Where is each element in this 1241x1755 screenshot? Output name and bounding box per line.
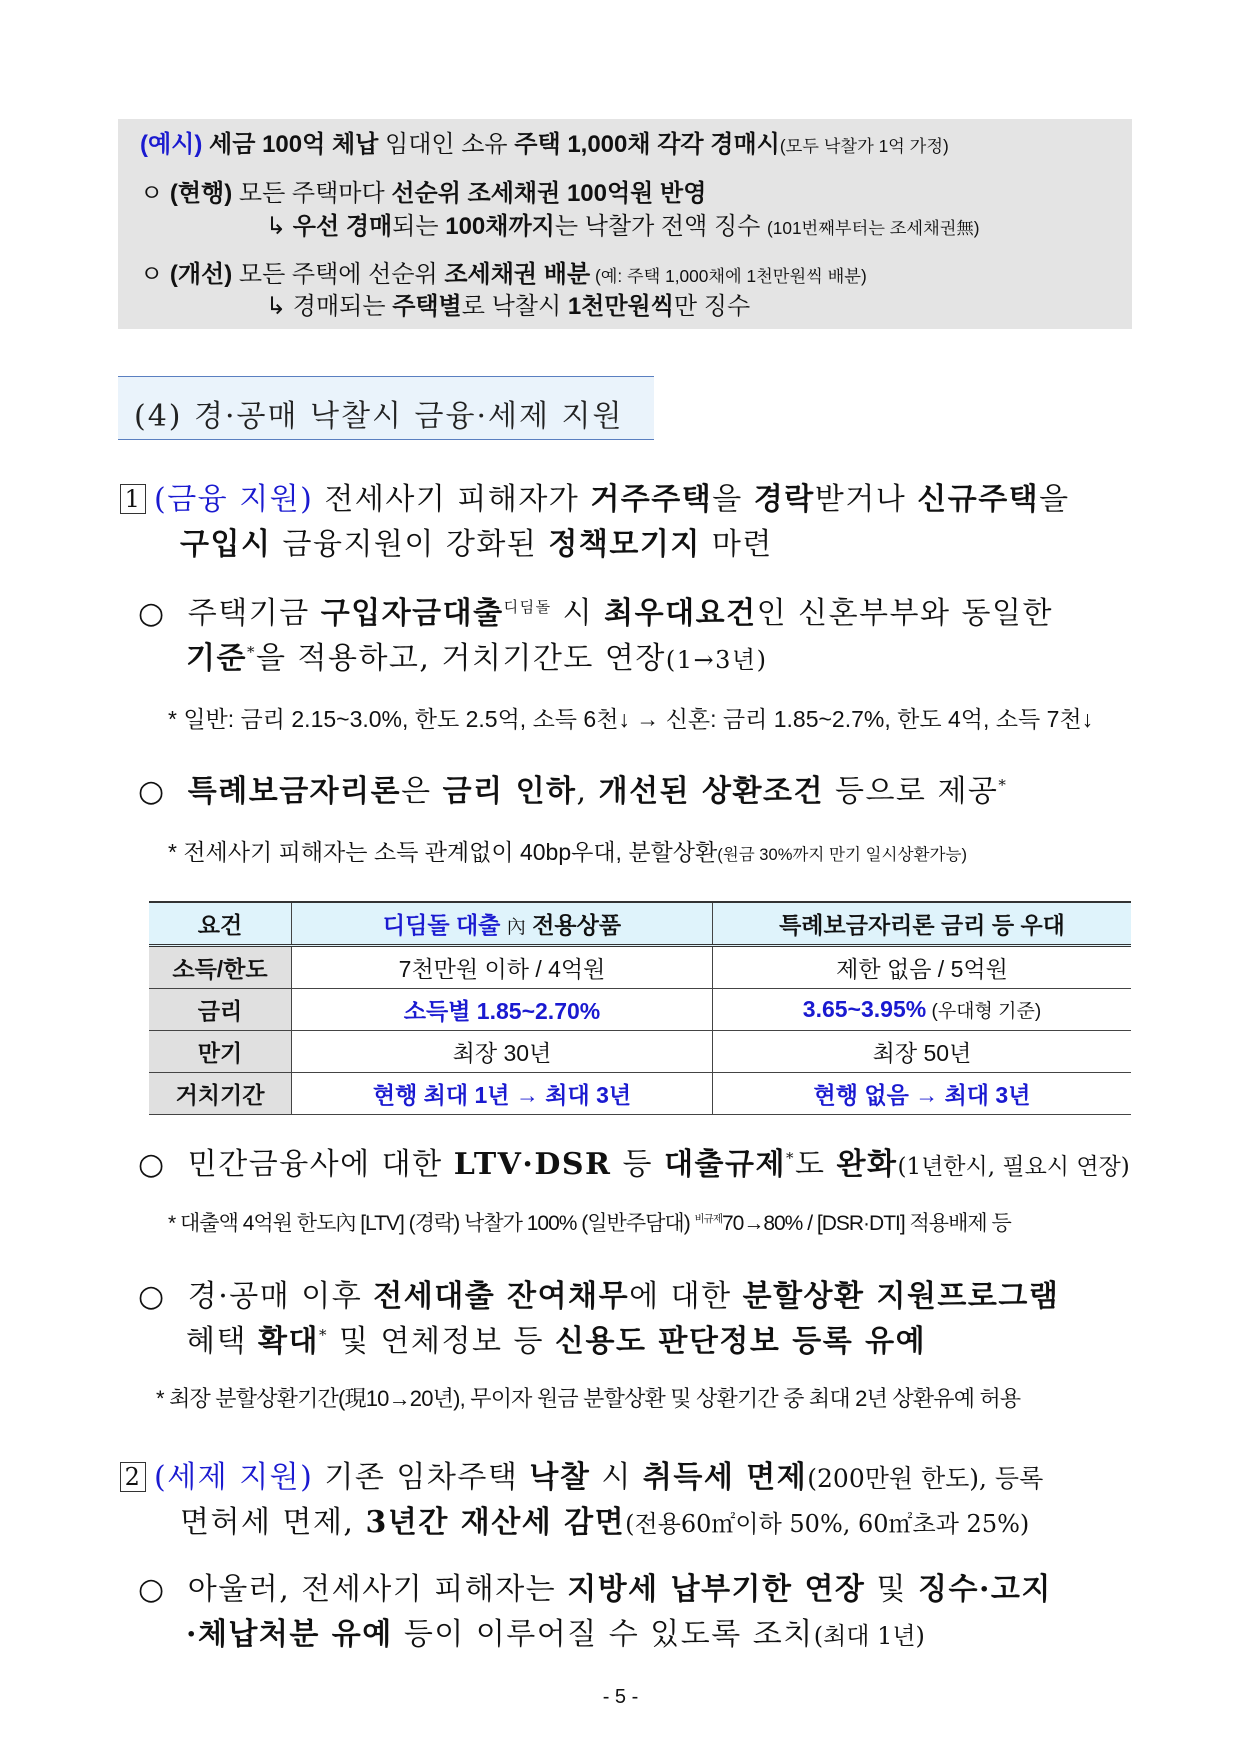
text: 우선 경매 <box>292 213 393 240</box>
bullet: ○ <box>138 774 166 809</box>
text: 확대 <box>258 1324 319 1359</box>
text: 신용도 판단정보 등록 유예 <box>555 1324 927 1359</box>
table-row <box>149 989 1131 1031</box>
text: * 전세사기 피해자는 소득 관계없이 40bp우대, 분할상환 <box>168 839 718 865</box>
text: 정책모기지 <box>548 527 701 562</box>
text: (우대형 기준) <box>926 1001 1042 1022</box>
text: 구입시 <box>180 527 272 562</box>
text: 모든 주택마다 <box>232 180 392 207</box>
header-cell: 요건 <box>149 902 292 946</box>
text: 면허세 면제, <box>180 1505 366 1540</box>
text: 주택기금 <box>187 596 321 631</box>
text: (금융 지원) <box>154 482 314 517</box>
text: LTV·DSR <box>453 1147 612 1182</box>
superscript: * <box>998 776 1008 794</box>
text: 조세채권 배분 <box>444 261 591 288</box>
table-cell: 7천만원 이하 / 4억원 <box>292 946 713 989</box>
text: (최대 1년) <box>813 1622 925 1650</box>
table-row <box>149 1073 1131 1115</box>
b1-line2 <box>186 641 768 676</box>
text: (원금 30%까지 만기 일시상환가능) <box>717 845 967 864</box>
text: 경매되는 <box>292 293 393 320</box>
text: 징수·고지 <box>917 1572 1052 1607</box>
section-heading <box>118 376 654 440</box>
text: 취득세 면제 <box>642 1460 808 1495</box>
text: (개선) <box>169 261 233 288</box>
text: 시 <box>551 596 605 631</box>
text: 최우대요건 <box>604 596 757 631</box>
b2-note <box>168 841 967 864</box>
loan-comparison-table <box>149 901 1131 1115</box>
item-number: 2 <box>120 1462 146 1492</box>
b5-line2 <box>186 1617 925 1652</box>
text: 만 징수 <box>673 293 751 320</box>
text: (모두 낙찰가 1억 가정) <box>779 136 949 156</box>
text: 아울러, 전세사기 피해자는 <box>187 1572 568 1607</box>
table-cell: 현행 없음 → 최대 3년 <box>713 1073 1132 1115</box>
text: 3.65~3.95% <box>802 996 927 1022</box>
superscript: * <box>318 1326 328 1344</box>
superscript: * <box>246 643 256 661</box>
text: (현행) <box>169 180 233 207</box>
text: 신규주택 <box>917 482 1040 517</box>
text: 는 낙찰가 전액 징수 <box>554 213 767 240</box>
text: 시 <box>590 1460 643 1495</box>
bullet: ○ <box>138 1279 166 1314</box>
text: 기존 임차주택 <box>313 1460 530 1495</box>
example-improved <box>140 263 867 287</box>
text: 전용상품 <box>532 912 622 938</box>
text: 등으로 제공 <box>823 774 999 809</box>
text: 민간금융사에 대한 <box>187 1147 454 1182</box>
text: (1년한시, 필요시 연장) <box>897 1154 1130 1180</box>
text: 등이 이루어질 수 있도록 조치 <box>392 1617 814 1652</box>
text: 구입자금대출 <box>320 596 504 631</box>
text: 분할상환 지원프로그램 <box>742 1279 1060 1314</box>
b4-note: * 최장 분할상환기간(現10→20년), 무이자 원금 분할상환 및 상환기간 중 최대 2년 상환유예 허용 <box>156 1386 1021 1411</box>
text: 경락 <box>753 482 815 517</box>
text: 되는 <box>392 213 446 240</box>
text: 낙찰 <box>529 1460 591 1495</box>
item2-line2 <box>180 1505 1030 1540</box>
text: 디딤돌 대출 <box>382 912 501 938</box>
text: 마련 <box>700 527 773 562</box>
text: 특례보금자리론 <box>187 774 402 809</box>
text: 대출규제 <box>664 1147 786 1182</box>
text: 도 <box>794 1147 837 1182</box>
table-cell: 현행 최대 1년 → 최대 3년 <box>292 1073 713 1115</box>
bullet: ○ <box>138 1147 166 1182</box>
text: ·체납처분 유예 <box>186 1617 393 1652</box>
b2-line1 <box>138 774 1008 809</box>
header-cell <box>292 902 713 946</box>
text: 받거나 <box>814 482 918 517</box>
text: 등 <box>611 1147 665 1182</box>
table-cell: 제한 없음 / 5억원 <box>713 946 1132 989</box>
table-row <box>149 946 1131 989</box>
text: 임대인 소유 <box>378 131 515 158</box>
example-tag: (예시) <box>140 131 203 158</box>
bullet: ㅇ <box>140 180 164 207</box>
text: 모든 주택에 선순위 <box>232 261 445 288</box>
text: 세금 100억 체납 <box>209 131 379 158</box>
text: 을 <box>1039 482 1070 517</box>
table-cell: 최장 50년 <box>713 1031 1132 1073</box>
text: (세제 지원) <box>154 1460 314 1495</box>
text: 및 <box>865 1572 918 1607</box>
item-number: 1 <box>120 484 146 514</box>
text: 은 <box>401 774 443 809</box>
b4-line1 <box>138 1279 1060 1314</box>
text: 선순위 조세채권 100억원 반영 <box>391 180 707 207</box>
text: (전용60㎡이하 50%, 60㎡초과 25%) <box>625 1510 1030 1538</box>
bullet: ○ <box>138 596 166 631</box>
section-heading-text: (4) 경·공매 낙찰시 금융·세제 지원 <box>134 399 624 434</box>
text: 금리 인하 <box>442 774 577 809</box>
text: 거주주택 <box>590 482 713 517</box>
text: 개선된 상환조건 <box>598 774 824 809</box>
example-title <box>140 133 949 157</box>
item1-line2 <box>180 527 773 562</box>
header-cell: 특례보금자리론 금리 등 우대 <box>713 902 1132 946</box>
row-label: 거치기간 <box>149 1073 292 1115</box>
text: 전세사기 피해자가 <box>313 482 591 517</box>
item1-line1 <box>120 484 1070 515</box>
text: 금융지원이 강화된 <box>271 527 549 562</box>
table-cell <box>713 989 1132 1031</box>
text: (예: 주택 1,000채에 1천만원씩 배분) <box>590 266 867 286</box>
text: 주택 1,000채 각각 경매시 <box>514 131 780 158</box>
text: 을 <box>712 482 754 517</box>
table-header-row <box>149 902 1131 946</box>
example-current <box>140 182 706 206</box>
text: 기준 <box>186 641 247 676</box>
text: 70→80% / [DSR·DTI] 적용배제 등 <box>721 1212 1011 1235</box>
row-label: 금리 <box>149 989 292 1031</box>
text: 인 신혼부부와 동일한 <box>756 596 1053 631</box>
table-row <box>149 1031 1131 1073</box>
text: 및 연체정보 등 <box>327 1324 555 1359</box>
b3-note <box>168 1213 1011 1234</box>
text: 內 <box>506 917 526 938</box>
text: 로 낙찰시 <box>461 293 568 320</box>
text: 혜택 <box>186 1324 258 1359</box>
text: 1천만원씩 <box>567 293 674 320</box>
text: 에 대한 <box>629 1279 743 1314</box>
row-label: 만기 <box>149 1031 292 1073</box>
text: (200만원 한도), 등록 <box>807 1464 1044 1493</box>
superscript: * <box>785 1149 795 1167</box>
arrow-icon: ↳ <box>266 293 287 320</box>
b4-line2 <box>186 1324 927 1359</box>
page-number: - 5 - <box>602 1686 639 1708</box>
b1-note: * 일반: 금리 2.15~3.0%, 한도 2.5억, 소득 6천↓ → 신혼: 금리 1.85~2.7%, 한도 4억, 소득 7천↓ <box>168 706 1094 732</box>
text: 경·공매 이후 <box>187 1279 374 1314</box>
text: , <box>576 774 599 809</box>
text: 주택별 <box>392 293 462 320</box>
table-cell: 최장 30년 <box>292 1031 713 1073</box>
text: (101번째부터는 조세채권無) <box>767 218 980 238</box>
text: 지방세 납부기한 연장 <box>567 1572 866 1607</box>
text: 전세대출 잔여채무 <box>373 1279 630 1314</box>
example-current-sub <box>266 215 979 239</box>
bullet: ㅇ <box>140 261 164 288</box>
b1-line1 <box>138 596 1053 631</box>
b5-line1 <box>138 1572 1052 1607</box>
b3-line1 <box>138 1147 1130 1182</box>
example-improved-sub <box>266 295 750 319</box>
text: * 대출액 4억원 한도內 [LTV] (경락) 낙찰가 100% (일반주담대) <box>168 1212 695 1235</box>
text: 완화 <box>836 1147 898 1182</box>
arrow-icon: ↳ <box>266 213 287 240</box>
text: 100채까지 <box>445 213 555 240</box>
row-label: 소득/한도 <box>149 946 292 989</box>
table-cell: 소득별 1.85~2.70% <box>292 989 713 1031</box>
superscript: 비규제 <box>694 1213 722 1225</box>
superscript: 디딤돌 <box>503 598 552 616</box>
text: 3년간 재산세 감면 <box>365 1505 626 1540</box>
bullet: ○ <box>138 1572 166 1607</box>
example-box <box>118 119 1132 329</box>
text: (1→3년) <box>665 646 768 674</box>
item2-line1 <box>120 1462 1043 1493</box>
text: 을 적용하고, 거치기간도 연장 <box>255 641 666 676</box>
